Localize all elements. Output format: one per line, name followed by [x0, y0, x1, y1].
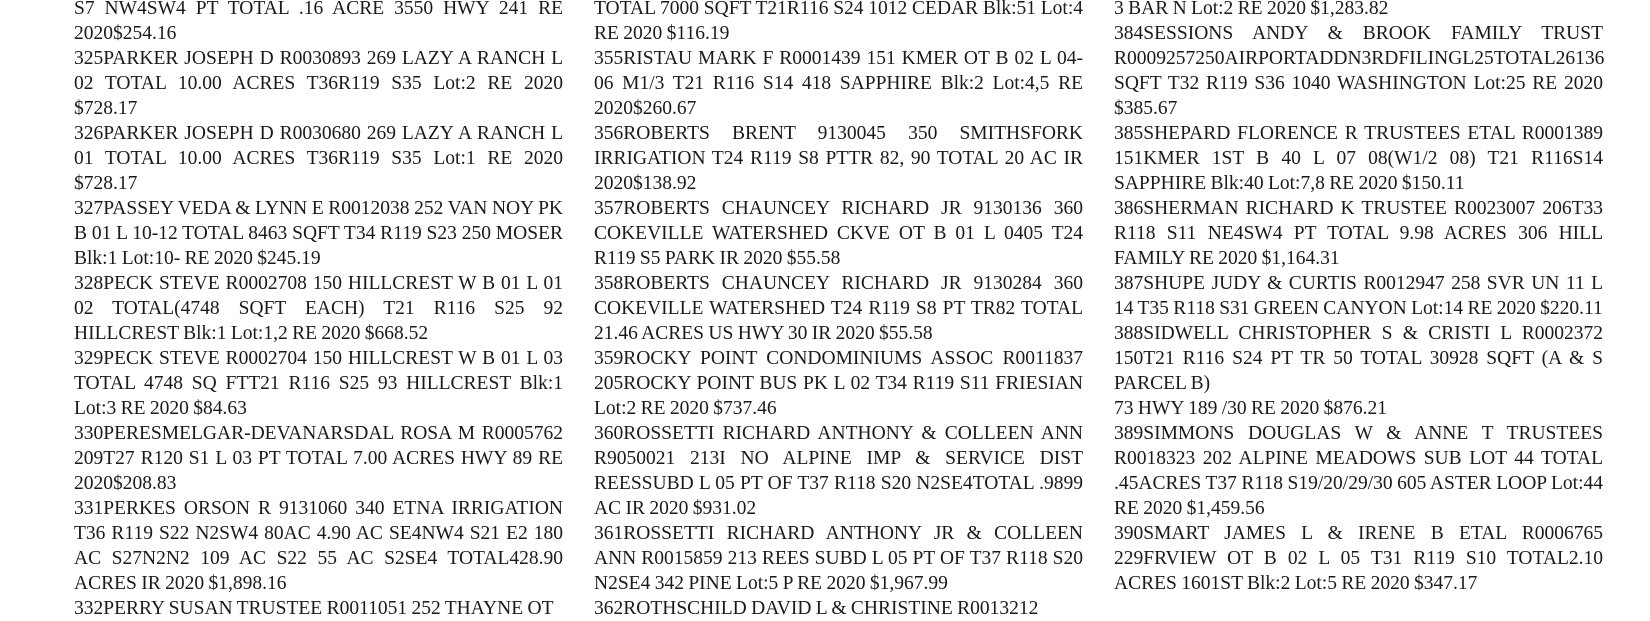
- list-entry: 390SMART JAMES L & IRENE B ETAL R0006765 229FRVIEW OT B 02 L 05 T31 R119 S10 TOTAL2.10 ACRES 1601ST Blk:2 Lot:5 RE 2020 $347.17: [1114, 523, 1603, 594]
- list-entry: 389SIMMONS DOUGLAS W & ANNE T TRUSTEES R0018323 202 ALPINE MEADOWS SUB LOT 44 TOTAL .45ACRES T37 R118 S19/20/29/30 605 ASTER LOOP Lot:44 RE 2020 $1,459.56: [1114, 423, 1603, 519]
- list-entry: 3 BAR N Lot:2 RE 2020 $1,283.82: [1114, 0, 1389, 19]
- list-entry: 329PECK STEVE R0002704 150 HILLCREST W B 01 L 03 TOTAL 4748 SQ FTT21 R116 S25 93 HILLCREST Blk:1 Lot:3 RE 2020 $84.63: [74, 348, 563, 419]
- list-entry: 388SIDWELL CHRISTOPHER S & CRISTI L R0002372 150T21 R116 S24 PT TR 50 TOTAL 30928 SQFT (A & S PARCEL B): [1114, 323, 1603, 394]
- list-entry: 386SHERMAN RICHARD K TRUSTEE R0023007 206T33 R118 S11 NE4SW4 PT TOTAL 9.98 ACRES 306 HILL FAMILY RE 2020 $1,164.31: [1114, 198, 1603, 269]
- list-entry: 384SESSIONS ANDY & BROOK FAMILY TRUST R0009257250AIRPORTADDN3RDFILINGL25TOTAL26136 SQFT T32 R119 S36 1040 WASHINGTON Lot:25 RE 2020 $385.67: [1114, 23, 1605, 119]
- list-entry: S7 NW4SW4 PT TOTAL .16 ACRE 3550 HWY 241 RE 2020$254.16: [74, 0, 563, 44]
- list-entry: 331PERKES ORSON R 9131060 340 ETNA IRRIGATION T36 R119 S22 N2SW4 80AC 4.90 AC SE4NW4 S21 E2 180 AC S27N2N2 109 AC S22 55 AC S2SE4 TOTAL428.90 ACRES IR 2020 $1,898.16: [74, 498, 563, 594]
- list-entry: 387SHUPE JUDY & CURTIS R0012947 258 SVR UN 11 L 14 T35 R118 S31 GREEN CANYON Lot:14 RE 2020 $220.11: [1114, 273, 1603, 319]
- list-entry: 356ROBERTS BRENT 9130045 350 SMITHSFORK IRRIGATION T24 R119 S8 PTTR 82, 90 TOTAL 20 AC IR 2020$138.92: [594, 123, 1083, 194]
- list-entry: 355RISTAU MARK F R0001439 151 KMER OT B 02 L 04-06 M1/3 T21 R116 S14 418 SAPPHIRE Blk:2 Lot:4,5 RE 2020$260.67: [594, 48, 1083, 119]
- list-entry: 73 HWY 189 /30 RE 2020 $876.21: [1114, 398, 1388, 419]
- list-entry: 360ROSSETTI RICHARD ANTHONY & COLLEEN ANN R9050021 213I NO ALPINE IMP & SERVICE DIST REESSUBD L 05 PT OF T37 R118 S20 N2SE4TOTAL .9899 AC IR 2020 $931.02: [594, 423, 1083, 519]
- list-entry: 326PARKER JOSEPH D R0030680 269 LAZY A RANCH L 01 TOTAL 10.00 ACRES T36R119 S35 Lot:1 RE 2020 $728.17: [74, 123, 563, 194]
- list-entry: 357ROBERTS CHAUNCEY RICHARD JR 9130136 360 COKEVILLE WATERSHED CKVE OT B 01 L 0405 T24 R119 S5 PARK IR 2020 $55.58: [594, 198, 1083, 269]
- list-entry: 362ROTHSCHILD DAVID L & CHRISTINE R0013212: [594, 598, 1039, 619]
- list-entry: 325PARKER JOSEPH D R0030893 269 LAZY A RANCH L 02 TOTAL 10.00 ACRES T36R119 S35 Lot:2 RE 2020 $728.17: [74, 48, 563, 119]
- list-entry: 330PERESMELGAR-DEVANARSDAL ROSA M R0005762 209T27 R120 S1 L 03 PT TOTAL 7.00 ACRES HWY 89 RE 2020$208.83: [74, 423, 563, 494]
- list-entry: 332PERRY SUSAN TRUSTEE R0011051 252 THAYNE OT: [74, 598, 554, 619]
- list-entry: 327PASSEY VEDA & LYNN E R0012038 252 VAN NOY PK B 01 L 10-12 TOTAL 8463 SQFT T34 R119 S23 250 MOSER Blk:1 Lot:10- RE 2020 $245.19: [74, 198, 563, 269]
- list-entry: 358ROBERTS CHAUNCEY RICHARD JR 9130284 360 COKEVILLE WATERSHED T24 R119 S8 PT TR82 TOTAL 21.46 ACRES US HWY 30 IR 2020 $55.58: [594, 273, 1083, 344]
- list-entry: 328PECK STEVE R0002708 150 HILLCREST W B 01 L 01 02 TOTAL(4748 SQFT EACH) T21 R116 S25 92 HILLCREST Blk:1 Lot:1,2 RE 2020 $668.52: [74, 273, 563, 344]
- list-entry: 359ROCKY POINT CONDOMINIUMS ASSOC R0011837 205ROCKY POINT BUS PK L 02 T34 R119 S11 FRIESIAN Lot:2 RE 2020 $737.46: [594, 348, 1083, 419]
- list-entry: 385SHEPARD FLORENCE R TRUSTEES ETAL R0001389 151KMER 1ST B 40 L 07 08(W1/2 08) T21 R116S14 SAPPHIRE Blk:40 Lot:7,8 RE 2020 $150.11: [1114, 123, 1603, 194]
- list-entry: TOTAL 7000 SQFT T21R116 S24 1012 CEDAR Blk:51 Lot:4 RE 2020 $116.19: [594, 0, 1083, 44]
- column-1: [74, 0, 563, 621]
- column-3: [1114, 0, 1603, 596]
- list-entry: 361ROSSETTI RICHARD ANTHONY JR & COLLEEN ANN R0015859 213 REES SUBD L 05 PT OF T37 R118 S20 N2SE4 342 PINE Lot:5 P RE 2020 $1,967.99: [594, 523, 1083, 594]
- column-2: [594, 0, 1083, 621]
